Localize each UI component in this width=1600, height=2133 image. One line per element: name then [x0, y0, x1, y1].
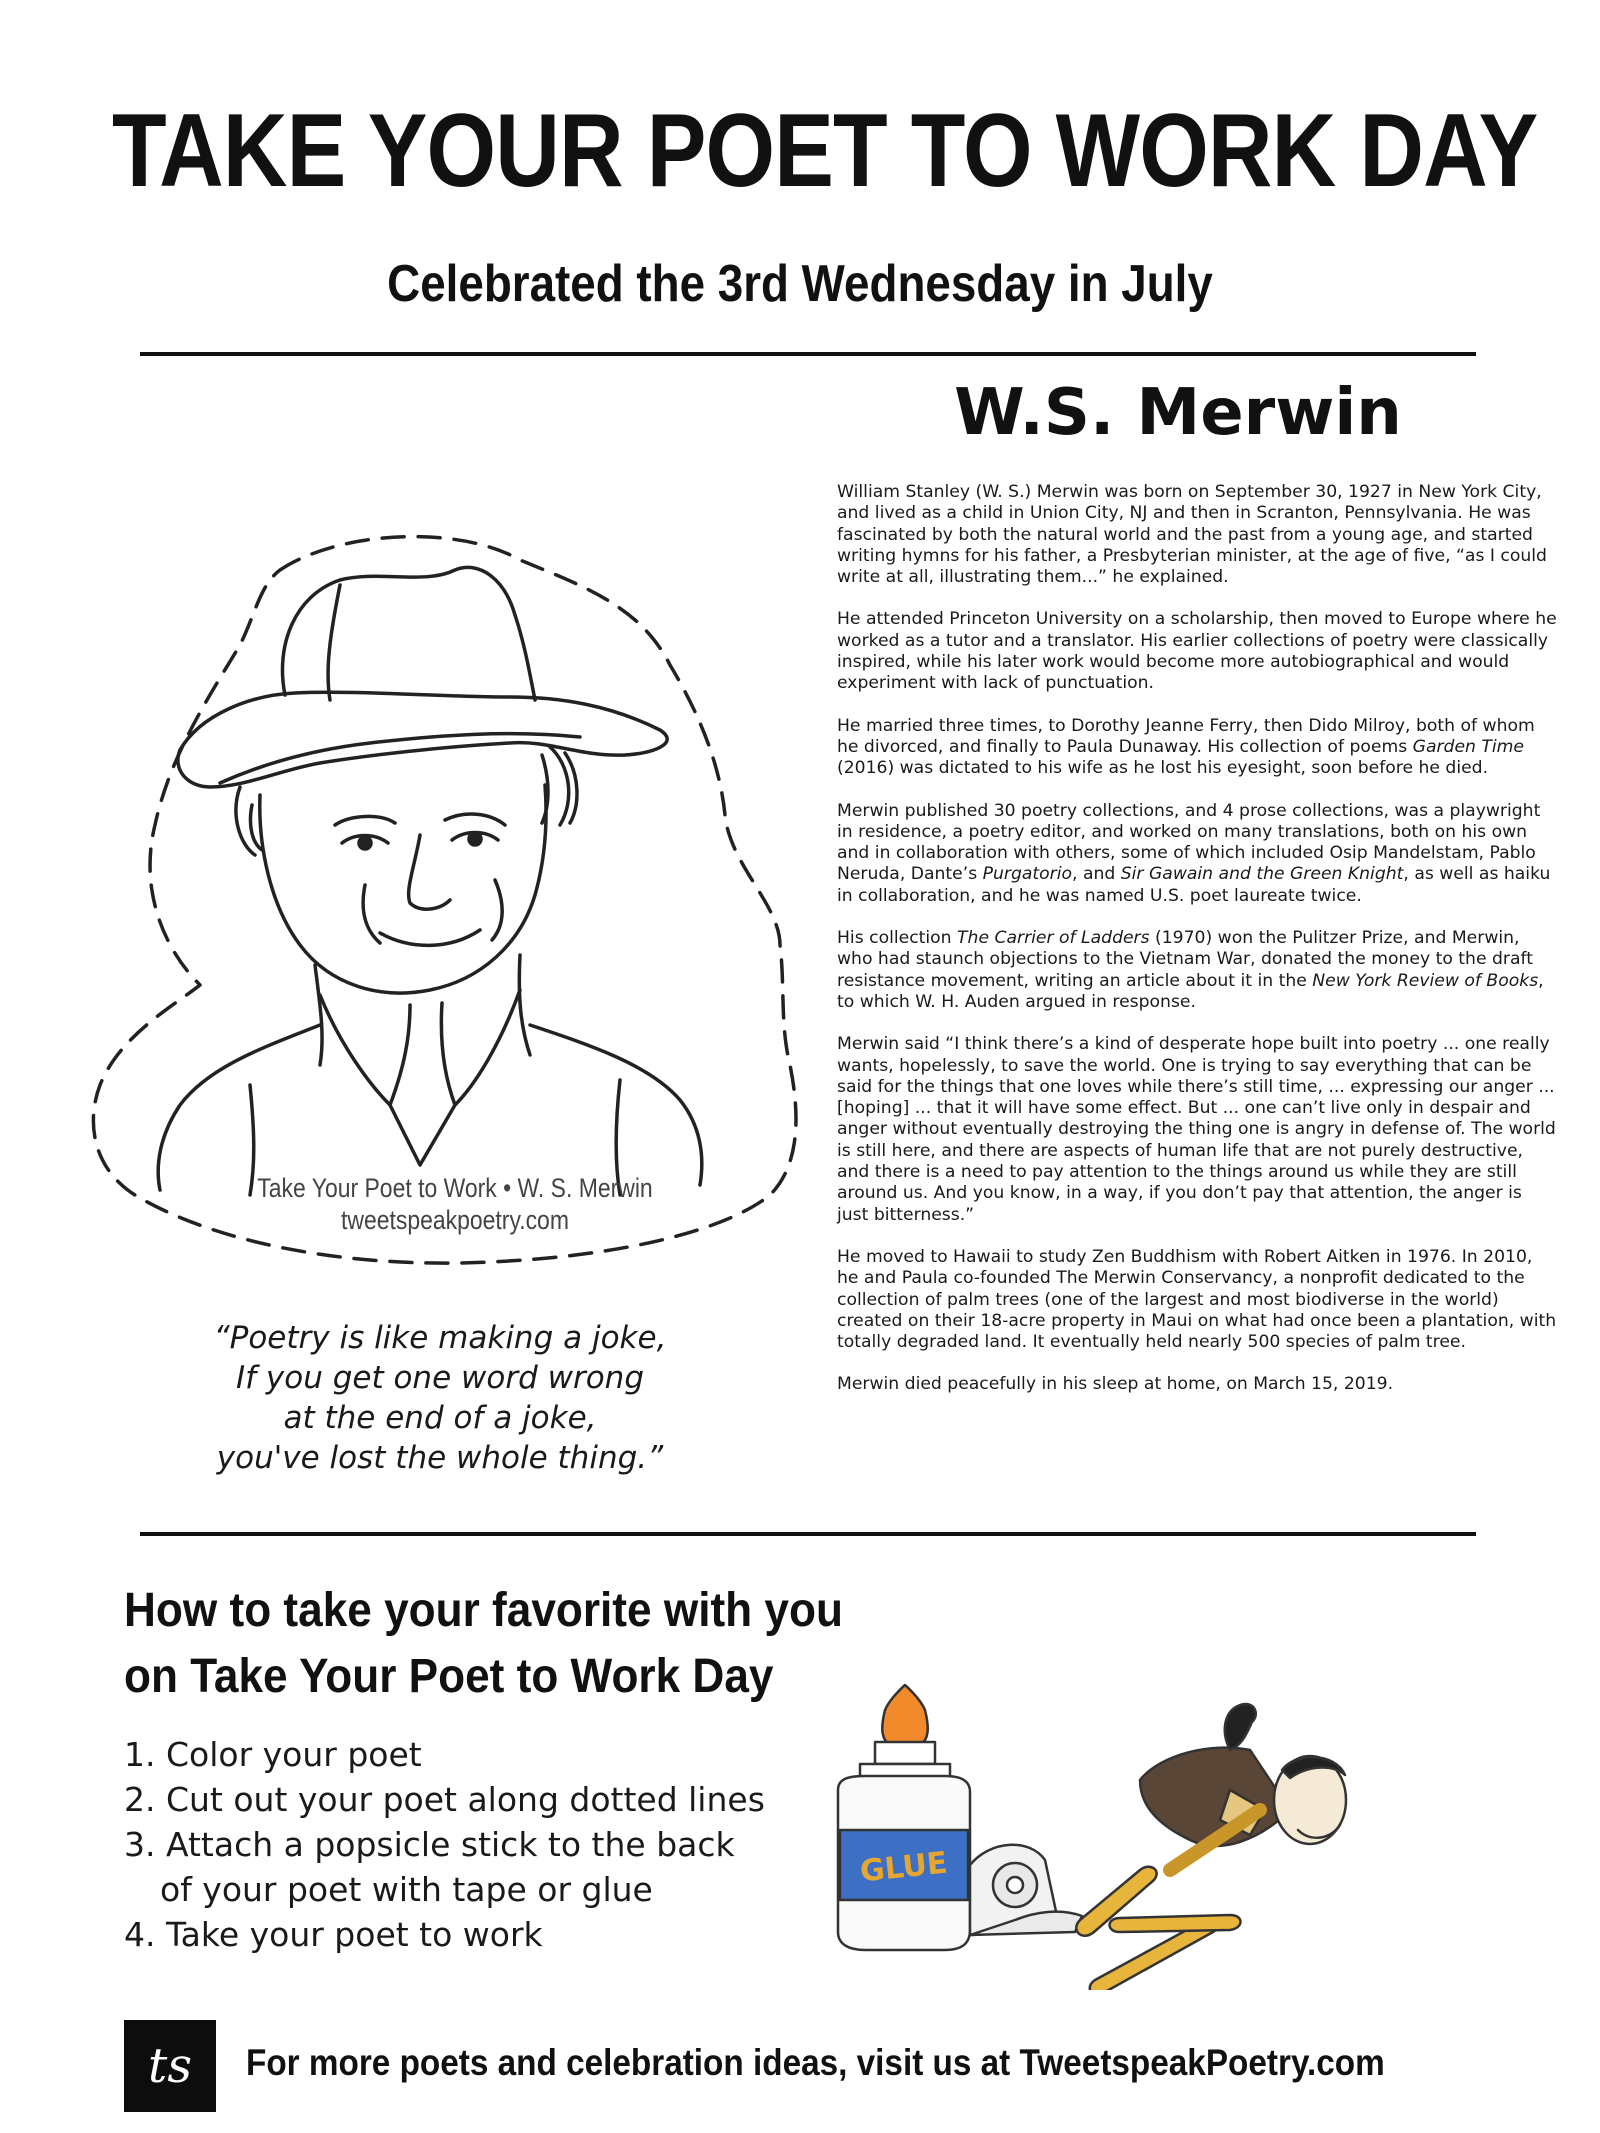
shoulders: [158, 1025, 320, 1190]
glue-label: GLUE: [858, 1845, 950, 1890]
bio-text: His collection: [837, 928, 958, 949]
step-item: 1. Color your poet: [124, 1735, 422, 1774]
bio-paragraph: He attended Princeton University on a scholarship, then moved to Europe where he worked as a tutor and a translator. His earlier collections of poetry were classically inspired, while his later work would become more autobiographical and would experiment with lack of punctuation.: [837, 609, 1557, 694]
glue-bottle-icon: [838, 1685, 970, 1950]
middle-divider: [140, 1532, 1476, 1536]
bio-paragraph: He moved to Hawaii to study Zen Buddhism with Robert Aitken in 1976. In 2010, he and Paula co-founded The Merwin Conservancy, a nonprofit dedicated to the collection of palm trees (one of the largest and most biodiverse in the world) created on their 18-acre property in Maui on what had once been a plantation, with totally degraded land. It eventually held nearly 500 species of palm tree.: [837, 1246, 1557, 1353]
cutout-caption-url: tweetspeakpoetry.com: [341, 1205, 569, 1235]
tape-dispenser-icon: [970, 1845, 1082, 1935]
bio-paragraph: Merwin said “I think there’s a kind of desperate hope built into poetry ... one really wants, hopelessly, to save the world. One is trying to say everything that can be said for the things that one loves while there’s still time, ... expressing our anger ... [hoping] ... that it will have some effect. But ... one can’t live only in despair and anger without eventually destroying the thing one is angry in defense of. The world is still here, and there are aspects of human life that are not purely destructive, and there is a need to pay attention to the things around us while they are still around us. And you know, in a way, if you don’t pay that attention, the anger is just bitterness.”: [837, 1034, 1556, 1225]
popsicle-sticks-icon: [1076, 1867, 1240, 1990]
book-title: Sir Gawain and the Green Knight: [1120, 864, 1404, 885]
face-outline: [260, 785, 546, 993]
poet-portrait-cutout: [80, 525, 810, 1265]
step-item: 4. Take your poet to work: [124, 1915, 543, 1954]
ts-logo-icon: [124, 2020, 216, 2112]
top-divider: [140, 352, 1476, 356]
poet-biography: [837, 482, 1557, 1396]
bio-text: , as well as haiku in collaboration, and he was named U.S. poet laureate twice.: [837, 864, 1551, 906]
bio-text: , and: [1072, 864, 1121, 885]
cutout-caption: [221, 1172, 689, 1236]
shirt-collar: [320, 995, 410, 1105]
bio-paragraph: Merwin died peacefully in his sleep at home, on March 15, 2019.: [837, 1374, 1394, 1395]
quote-line: If you get one word wrong: [235, 1360, 644, 1396]
book-title: Purgatorio: [982, 864, 1073, 885]
tweetspeak-logo: [124, 2020, 216, 2112]
quote-line: you've lost the whole thing.”: [216, 1440, 664, 1476]
cutout-caption-title: Take Your Poet to Work • W. S. Merwin: [257, 1173, 653, 1203]
howto-heading-line: on Take Your Poet to Work Day: [124, 1650, 774, 1703]
page-subtitle: Celebrated the 3rd Wednesday in July: [387, 255, 1213, 313]
step-item: 3. Attach a popsicle stick to the back: [124, 1825, 735, 1864]
footer-text: For more poets and celebration ideas, visit us at TweetspeakPoetry.com: [246, 2042, 1385, 2083]
bio-paragraph: [837, 801, 1557, 907]
hat-crown: [282, 567, 535, 700]
howto-steps: [124, 1732, 844, 1957]
step-item-continued: of your poet with tape or glue: [160, 1870, 653, 1909]
supplies-illustration: [820, 1660, 1380, 1990]
quote-line: at the end of a joke,: [283, 1400, 597, 1436]
bio-text: Merwin published 30 poetry collections, and 4 prose collections, was a playwright in residence, a poetry editor, and worked on many translations, both on his own and in collaboration with others, some of which included Osip Mandelstam, Pablo Neruda, Dante’s: [837, 800, 1541, 885]
book-title: The Carrier of Ladders: [957, 928, 1150, 949]
step-item: 2. Cut out your poet along dotted lines: [124, 1780, 765, 1819]
dotted-cut-line: [93, 537, 796, 1264]
bio-text: (2016) was dictated to his wife as he lost his eyesight, soon before he died.: [837, 758, 1489, 779]
howto-heading-line: How to take your favorite with you: [124, 1584, 843, 1637]
hat-brim: [178, 692, 667, 787]
logo-text: ts: [148, 2038, 192, 2094]
poet-puppet-icon: [1140, 1704, 1346, 1870]
bio-text: (1970) won the Pulitzer Prize, and Merwin, who had staunch objections to the Vietnam War, donated the money to the draft resistance movement, writing an article about it in the: [837, 928, 1533, 991]
poet-name: W.S. Merwin: [954, 376, 1402, 450]
page-title: TAKE YOUR POET TO WORK DAY: [112, 93, 1538, 209]
publication-title: New York Review of Books: [1312, 970, 1539, 991]
bio-text: He married three times, to Dorothy Jeanne Ferry, then Dido Milroy, both of whom he divorced, and finally to Paula Dunaway. His collection of poems: [837, 715, 1535, 757]
book-title: Garden Time: [1412, 736, 1524, 757]
bio-paragraph: William Stanley (W. S.) Merwin was born on September 30, 1927 in New York City, and lived as a child in Union City, NJ and then in Scranton, Pennsylvania. He was fascinated by both the natural world and the past from a young age, and started writing hymns for his father, a Presbyterian minister, at the age of five, “as I could write at all, illustrating them...” he explained.: [837, 482, 1547, 588]
bio-paragraph: [837, 716, 1557, 780]
bio-paragraph: [837, 928, 1557, 1013]
poet-quote: [140, 1318, 740, 1478]
quote-line: “Poetry is like making a joke,: [213, 1320, 667, 1356]
bio-text: , to which W. H. Auden argued in response.: [837, 970, 1544, 1012]
